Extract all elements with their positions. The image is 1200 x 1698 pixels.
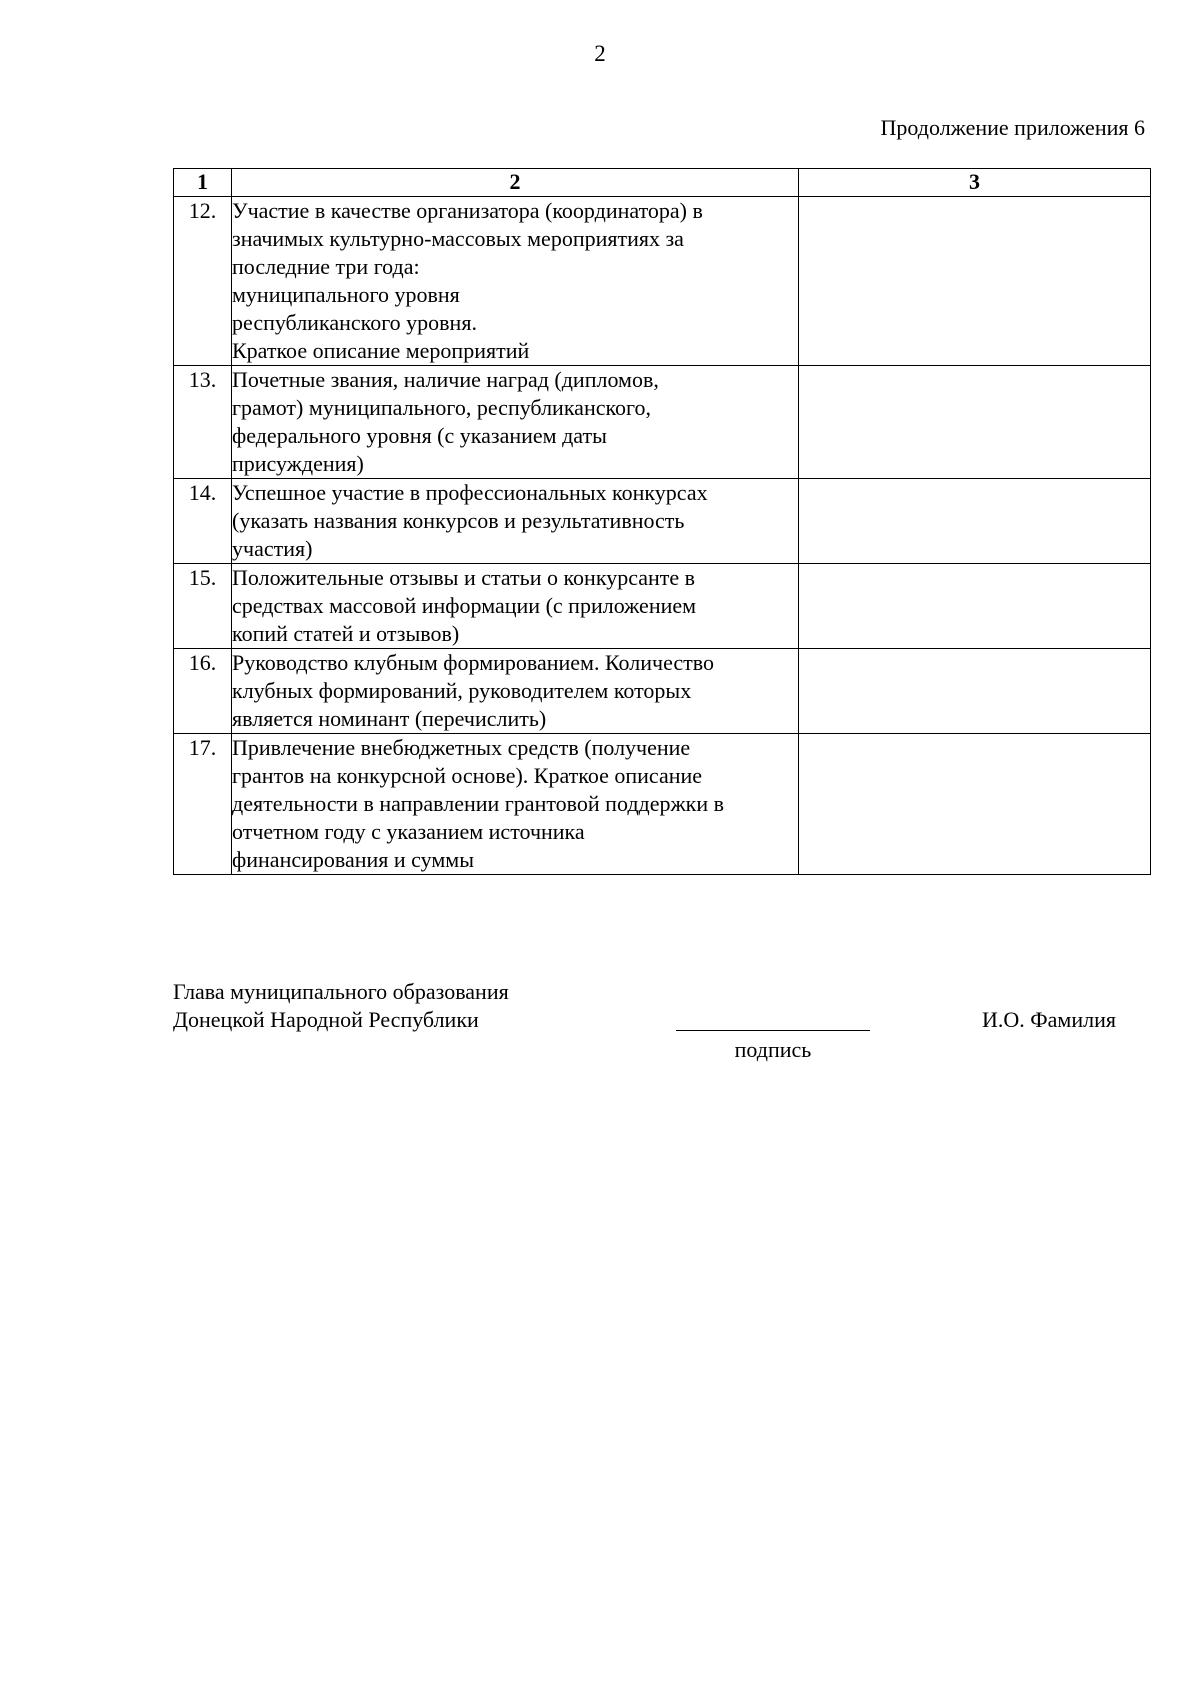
description-line: последние три года: xyxy=(232,254,420,279)
column-header-2: 2 xyxy=(232,169,799,197)
table-row xyxy=(174,479,1151,564)
page-number: 2 xyxy=(594,41,606,66)
row-description xyxy=(232,366,799,479)
description-line: участия) xyxy=(232,536,313,561)
row-number: 17. xyxy=(174,734,232,875)
description-line: присуждения) xyxy=(232,451,364,476)
description-line: Участие в качестве организатора (координатора) в xyxy=(232,198,703,223)
table-header-row xyxy=(174,169,1151,197)
table-row xyxy=(174,734,1151,875)
row-description xyxy=(232,564,799,649)
description-line: грамот) муниципального, республиканского, xyxy=(232,395,652,420)
signature-line xyxy=(676,1030,870,1031)
table-row xyxy=(174,649,1151,734)
description-line: Привлечение внебюджетных средств (получение xyxy=(232,735,691,760)
row-description xyxy=(232,479,799,564)
description-line: клубных формирований, руководителем которых xyxy=(232,678,692,703)
column-header-3: 3 xyxy=(799,169,1151,197)
row-value-cell xyxy=(799,564,1151,649)
description-line: Почетные звания, наличие наград (дипломов, xyxy=(232,367,659,392)
row-description xyxy=(232,649,799,734)
description-line: (указать названия конкурсов и результативность xyxy=(232,508,685,533)
description-line: Руководство клубным формированием. Количество xyxy=(232,650,715,675)
signature-caption: подпись xyxy=(734,1037,812,1062)
row-number: 13. xyxy=(174,366,232,479)
row-value-cell xyxy=(799,197,1151,366)
row-value-cell xyxy=(799,366,1151,479)
description-line: средствах массовой информации (с приложением xyxy=(232,593,697,618)
signatory-title xyxy=(173,978,509,1034)
signatory-title-line: Донецкой Народной Республики xyxy=(173,1007,479,1032)
row-number: 14. xyxy=(174,479,232,564)
description-line: Положительные отзывы и статьи о конкурсанте в xyxy=(232,565,696,590)
row-value-cell xyxy=(799,734,1151,875)
row-number: 12. xyxy=(174,197,232,366)
signatory-name: И.О. Фамилия xyxy=(982,1007,1116,1032)
description-line: муниципального уровня xyxy=(232,282,460,307)
row-number: 16. xyxy=(174,649,232,734)
continuation-label: Продолжение приложения 6 xyxy=(880,115,1145,140)
row-value-cell xyxy=(799,649,1151,734)
description-line: отчетном году с указанием источника xyxy=(232,819,585,844)
table-row xyxy=(174,366,1151,479)
description-line: копий статей и отзывов) xyxy=(232,621,460,646)
row-description xyxy=(232,734,799,875)
column-header-1: 1 xyxy=(174,169,232,197)
table-row xyxy=(174,564,1151,649)
description-line: финансирования и суммы xyxy=(232,847,474,872)
table-row xyxy=(174,197,1151,366)
description-line: республиканского уровня. xyxy=(232,310,477,335)
description-line: грантов на конкурсной основе). Краткое описание xyxy=(232,763,703,788)
description-line: является номинант (перечислить) xyxy=(232,706,547,731)
description-line: Успешное участие в профессиональных конкурсах xyxy=(232,480,708,505)
signatory-title-line: Глава муниципального образования xyxy=(173,979,509,1004)
row-description xyxy=(232,197,799,366)
row-value-cell xyxy=(799,479,1151,564)
description-line: федерального уровня (с указанием даты xyxy=(232,423,607,448)
row-number: 15. xyxy=(174,564,232,649)
description-line: Краткое описание мероприятий xyxy=(232,338,530,363)
appendix-table xyxy=(173,168,1151,875)
description-line: деятельности в направлении грантовой поддержки в xyxy=(232,791,725,816)
description-line: значимых культурно-массовых мероприятиях за xyxy=(232,226,684,251)
